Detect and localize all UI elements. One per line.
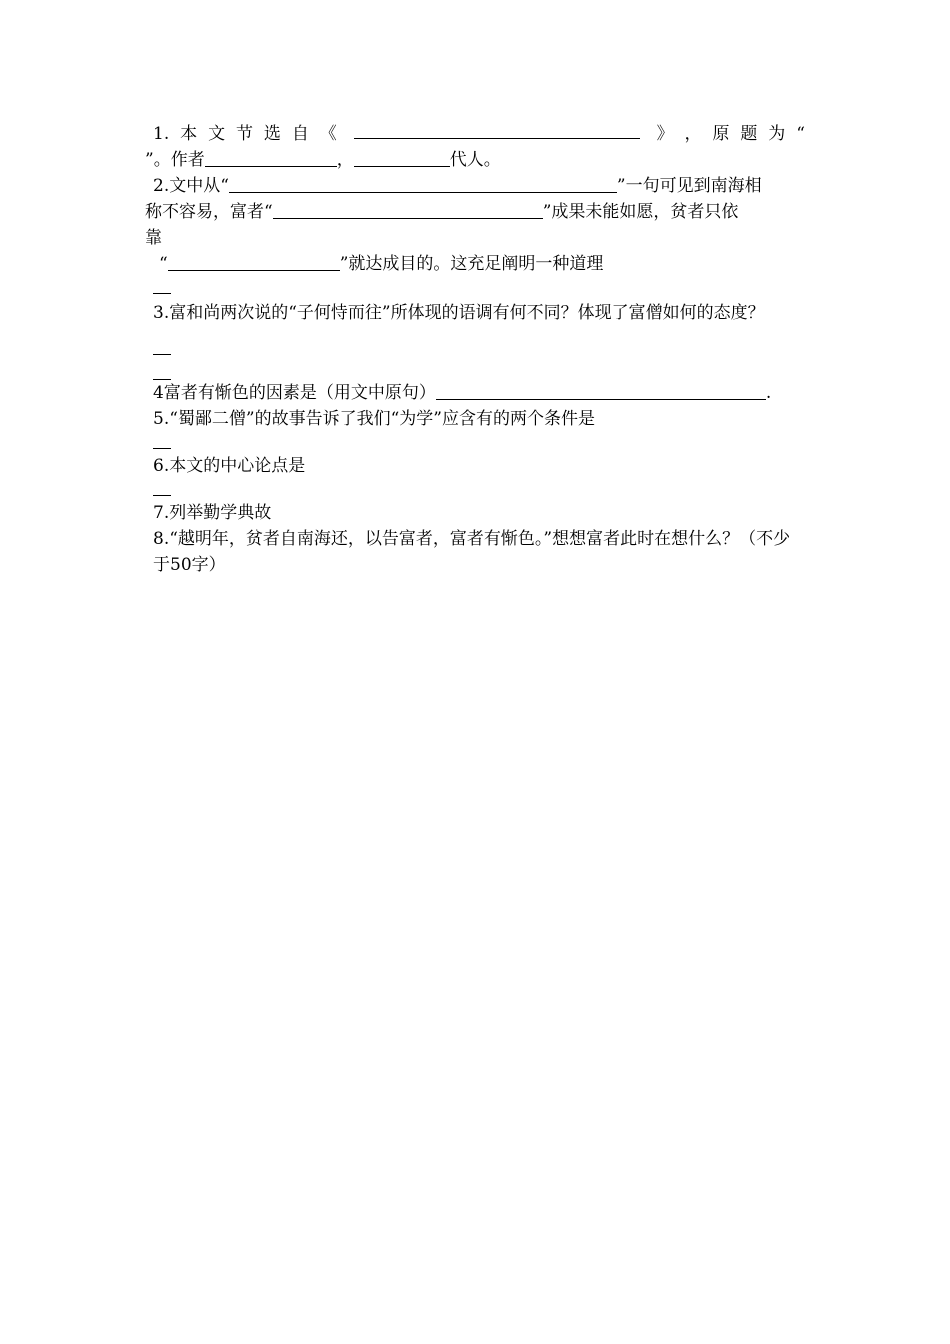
q2-text: “: [159, 254, 168, 274]
question-4: [145, 380, 805, 406]
question-6: [145, 453, 805, 479]
q1-char: 原: [712, 124, 730, 144]
question-2-line-1: [145, 173, 805, 199]
question-3: [145, 300, 805, 326]
q1-char: 文: [208, 124, 226, 144]
q1-source-blank[interactable]: [354, 120, 640, 139]
question-2-line-2: [145, 199, 805, 225]
worksheet: [145, 120, 805, 578]
q4-end: .: [765, 383, 772, 403]
q1-char: 为: [768, 124, 786, 144]
q5-text: 5.“蜀鄙二僧”的故事告诉了我们“为学”应含有的两个条件是: [153, 409, 595, 429]
q1-dynasty-label: 代人。: [449, 150, 501, 170]
question-5: [145, 406, 805, 432]
q2-answer-line[interactable]: [153, 277, 171, 294]
q6-text: 6.本文的中心论点是: [153, 456, 306, 476]
question-2-line-3: [145, 225, 805, 251]
question-8: [145, 526, 805, 578]
q3-text: 3.富和尚两次说的“子何恃而往”所体现的语调有何不同？体现了富僧如何的态度？: [153, 303, 765, 323]
q1-char: 1.: [153, 124, 170, 144]
q1-char: 》: [656, 124, 674, 144]
q2-text: 靠: [145, 228, 162, 248]
q2-text: ”就达成目的。这充足阐明一种道理: [339, 254, 604, 274]
q2-text: ”成果未能如愿，贫者只依: [542, 202, 739, 222]
q1-char: “: [796, 124, 805, 144]
q8-text: 8.“越明年，贫者自南海还，以告富者，富者有惭色。”想想富者此时在想什么？（不少于50字）: [153, 529, 791, 575]
q1-comma: ，: [336, 150, 354, 170]
q2-blank-2[interactable]: [273, 200, 543, 219]
q1-char: 选: [263, 124, 281, 144]
question-2-line-4: [145, 251, 805, 277]
q1-char: 节: [236, 124, 253, 144]
q1-dynasty-blank[interactable]: [354, 148, 450, 167]
question-7: [145, 500, 805, 526]
q1-author-blank[interactable]: [205, 148, 337, 167]
q2-text: ”一句可见到南海相: [616, 176, 762, 196]
q1-char: 本: [180, 124, 198, 144]
q1-char: 《: [319, 124, 337, 144]
q1-char: 题: [740, 124, 758, 144]
q2-blank-1[interactable]: [229, 174, 617, 193]
q4-blank[interactable]: [436, 381, 766, 400]
question-1-line-1: [145, 120, 805, 147]
q4-text: 4富者有惭色的因素是（用文中原句）: [153, 383, 436, 403]
q1-author-label: ”。作者: [145, 150, 205, 170]
q2-text: 2.文中从“: [153, 176, 229, 196]
question-1-line-2: [145, 147, 805, 173]
q3-answer-line-2[interactable]: [153, 363, 171, 380]
q6-answer-line[interactable]: [153, 479, 171, 496]
q2-text: 称不容易，富者“: [145, 202, 273, 222]
q1-char: ，: [684, 124, 702, 144]
q7-text: 7.列举勤学典故: [153, 503, 272, 523]
q2-blank-3[interactable]: [168, 252, 340, 271]
q5-answer-line[interactable]: [153, 432, 171, 449]
q3-answer-line-1[interactable]: [153, 338, 171, 355]
q1-char: 自: [291, 124, 309, 144]
